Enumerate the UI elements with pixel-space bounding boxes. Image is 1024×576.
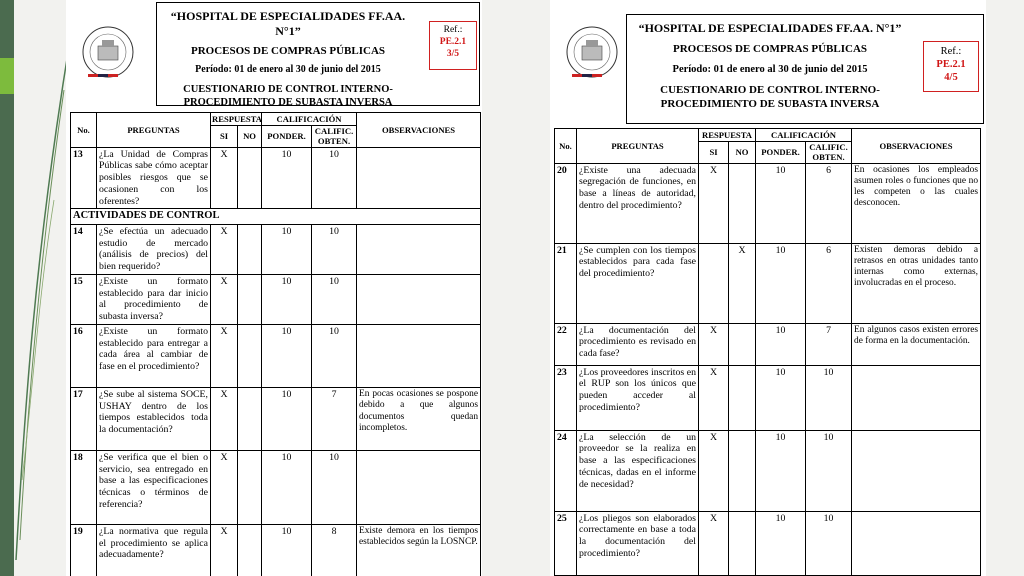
row-number: 22 <box>555 323 577 365</box>
ref-label: Ref.: <box>940 46 962 57</box>
table-row <box>555 163 981 243</box>
row-number: 14 <box>71 224 97 274</box>
table-row <box>555 243 981 323</box>
row-no-answer <box>238 387 262 450</box>
row-question: ¿Se sube al sistema SOCE, USHAY dentro de los tiempos establecidos toda la documentación? <box>97 387 211 450</box>
row-observation: Existe demora en los tiempos establecidos según la LOSNCP. <box>357 524 481 576</box>
row-si: X <box>699 163 729 243</box>
leaf-decoration-icon <box>14 0 74 576</box>
row-si: X <box>699 323 729 365</box>
row-ponder: 10 <box>262 387 312 450</box>
col-si: SI <box>699 142 729 164</box>
row-number: 20 <box>555 163 577 243</box>
row-obten: 10 <box>312 324 357 387</box>
row-obten: 10 <box>312 450 357 524</box>
row-ponder: 10 <box>756 430 806 511</box>
row-observation: En ocasiones los empleados asumen roles o funciones que no les competen o las cuales desconocen. <box>852 163 981 243</box>
row-observation <box>852 511 981 575</box>
row-observation <box>357 324 481 387</box>
table-row <box>555 430 981 511</box>
table-row <box>71 524 481 576</box>
col-no: No. <box>71 113 97 148</box>
row-obten: 8 <box>312 524 357 576</box>
col-calific-obten: CALIFIC. OBTEN. <box>312 126 357 148</box>
col-observaciones: OBSERVACIONES <box>357 113 481 148</box>
row-observation: Existen demoras debido a retrasos en otras unidades tanto internas como externas, involucradas en el proceso. <box>852 243 981 323</box>
row-question: ¿La documentación del procedimiento es revisado en cada fase? <box>577 323 699 365</box>
slide-sidebar-accent <box>0 58 14 94</box>
row-si: X <box>699 365 729 430</box>
row-observation <box>852 430 981 511</box>
row-number: 17 <box>71 387 97 450</box>
row-observation <box>357 450 481 524</box>
row-question: ¿La selección de un proveedor se la realiza en base a las especificaciones técnicas, dadas en el informe de necesidad? <box>577 430 699 511</box>
row-number: 19 <box>71 524 97 576</box>
row-ponder: 10 <box>756 243 806 323</box>
row-si: X <box>211 524 238 576</box>
row-si: X <box>699 430 729 511</box>
document-page-4 <box>550 0 986 576</box>
row-question: ¿La Unidad de Compras Públicas sabe cómo aceptar posibles riesgos que se ocasionen con los oferentes? <box>97 147 211 209</box>
row-observation <box>357 274 481 324</box>
row-number: 25 <box>555 511 577 575</box>
col-ponder: PONDER. <box>756 142 806 164</box>
col-observaciones: OBSERVACIONES <box>852 129 981 164</box>
row-question: ¿La normativa que regula el procedimiento se aplica adecuadamente? <box>97 524 211 576</box>
row-question: ¿Existe un formato establecido para entregar a cada área al cambiar de fase en el procedimiento? <box>97 324 211 387</box>
row-no-answer <box>238 274 262 324</box>
table-row <box>555 511 981 575</box>
row-obten: 10 <box>312 274 357 324</box>
row-no-answer <box>238 524 262 576</box>
row-question: ¿Existe una adecuada segregación de funciones, en base a líneas de autoridad, dentro del procedimiento? <box>577 163 699 243</box>
row-si: X <box>211 450 238 524</box>
row-si <box>699 243 729 323</box>
col-ponder: PONDER. <box>262 126 312 148</box>
questionnaire-title-line2: PROCEDIMIENTO DE SUBASTA INVERSA <box>183 97 393 109</box>
row-obten: 10 <box>312 147 357 209</box>
hospital-name: “HOSPITAL DE ESPECIALIDADES FF.AA. N°1” <box>638 21 902 35</box>
row-ponder: 10 <box>756 323 806 365</box>
row-observation <box>852 365 981 430</box>
row-no-answer <box>729 511 756 575</box>
reference-box <box>429 21 477 70</box>
ref-page: 3/5 <box>446 48 460 59</box>
reference-box <box>923 41 979 92</box>
table-row <box>71 450 481 524</box>
col-calificacion: CALIFICACIÓN <box>262 113 357 126</box>
row-no-answer <box>238 224 262 274</box>
row-obten: 10 <box>806 430 852 511</box>
table-row <box>555 365 981 430</box>
row-si: X <box>699 511 729 575</box>
section-title: ACTIVIDADES DE CONTROL <box>71 209 481 225</box>
row-observation: En algunos casos existen errores de forma en la documentación. <box>852 323 981 365</box>
row-si: X <box>211 324 238 387</box>
row-ponder: 10 <box>262 274 312 324</box>
row-obten: 6 <box>806 163 852 243</box>
row-ponder: 10 <box>262 450 312 524</box>
table-row <box>71 387 481 450</box>
row-no-answer <box>729 430 756 511</box>
table-row <box>555 323 981 365</box>
col-calific-obten: CALIFIC. OBTEN. <box>806 142 852 164</box>
col-calificacion: CALIFICACIÓN <box>756 129 852 142</box>
row-question: ¿Los pliegos son elaborados correctamente en base a toda la documentación del procedimiento? <box>577 511 699 575</box>
row-number: 23 <box>555 365 577 430</box>
period-text: Período: 01 de enero al 30 de junio del 2015 <box>672 63 868 75</box>
questionnaire-title-line1: CUESTIONARIO DE CONTROL INTERNO- <box>660 83 880 96</box>
row-ponder: 10 <box>262 524 312 576</box>
row-number: 21 <box>555 243 577 323</box>
questionnaire-title-line2: PROCEDIMIENTO DE SUBASTA INVERSA <box>660 97 880 110</box>
table-row <box>71 147 481 209</box>
row-obten: 10 <box>806 365 852 430</box>
row-question: ¿Se cumplen con los tiempos establecidos para cada fase del procedimiento? <box>577 243 699 323</box>
row-no-answer <box>238 324 262 387</box>
row-si: X <box>211 387 238 450</box>
questionnaire-table <box>554 128 981 576</box>
row-observation: En pocas ocasiones se pospone debido a que algunos documentos quedan incompletos. <box>357 387 481 450</box>
document-header <box>156 2 480 109</box>
row-obten: 7 <box>806 323 852 365</box>
row-ponder: 10 <box>756 163 806 243</box>
row-observation <box>357 224 481 274</box>
row-question: ¿Los proveedores inscritos en el RUP son los únicos que pueden acceder al procedimiento? <box>577 365 699 430</box>
ref-label: Ref.: <box>443 25 463 35</box>
row-si: X <box>211 224 238 274</box>
row-obten: 7 <box>312 387 357 450</box>
row-observation <box>357 147 481 209</box>
row-ponder: 10 <box>262 224 312 274</box>
row-no-answer: X <box>729 243 756 323</box>
row-no-answer <box>729 323 756 365</box>
row-obten: 10 <box>806 511 852 575</box>
row-ponder: 10 <box>262 147 312 209</box>
col-respuesta: RESPUESTA <box>212 113 262 124</box>
row-number: 18 <box>71 450 97 524</box>
document-page-3 <box>66 0 482 576</box>
row-no-answer <box>238 450 262 524</box>
table-row <box>71 224 481 274</box>
ref-code: PE.2.1 <box>936 59 966 71</box>
row-ponder: 10 <box>262 324 312 387</box>
hospital-name: “HOSPITAL DE ESPECIALIDADES FF.AA. N°1” <box>170 9 406 38</box>
row-number: 24 <box>555 430 577 511</box>
questionnaire-title-line1: CUESTIONARIO DE CONTROL INTERNO- <box>183 84 393 96</box>
row-question: ¿Existe un formato establecido para dar inicio al procedimiento de subasta inversa? <box>97 274 211 324</box>
row-si: X <box>211 274 238 324</box>
row-number: 13 <box>71 147 97 209</box>
process-title: PROCESOS DE COMPRAS PÚBLICAS <box>672 43 868 55</box>
hospital-seal-icon <box>78 24 138 84</box>
table-row <box>71 274 481 324</box>
row-obten: 6 <box>806 243 852 323</box>
section-row <box>71 209 481 225</box>
row-no-answer <box>238 147 262 209</box>
period-text: Período: 01 de enero al 30 de junio del 2015 <box>195 63 381 75</box>
row-ponder: 10 <box>756 511 806 575</box>
table-row <box>71 324 481 387</box>
col-no-answer: NO <box>238 126 262 148</box>
col-preguntas: PREGUNTAS <box>97 113 211 148</box>
ref-page: 4/5 <box>944 72 958 84</box>
col-no: No. <box>555 129 577 164</box>
col-si: SI <box>211 126 238 148</box>
ref-code: PE.2.1 <box>439 36 467 47</box>
col-preguntas: PREGUNTAS <box>577 129 699 164</box>
row-ponder: 10 <box>756 365 806 430</box>
row-obten: 10 <box>312 224 357 274</box>
row-number: 16 <box>71 324 97 387</box>
row-si: X <box>211 147 238 209</box>
row-number: 15 <box>71 274 97 324</box>
process-title: PROCESOS DE COMPRAS PÚBLICAS <box>190 45 386 57</box>
col-no-answer: NO <box>729 142 756 164</box>
hospital-seal-icon <box>562 24 622 84</box>
questionnaire-table <box>70 112 481 576</box>
row-question: ¿Se efectúa un adecuado estudio de mercado (análisis de precios) del bien requerido? <box>97 224 211 274</box>
row-no-answer <box>729 365 756 430</box>
row-no-answer <box>729 163 756 243</box>
col-respuesta: RESPUESTA <box>699 129 756 142</box>
row-question: ¿Se verifica que el bien o servicio, sea entregado en base a las especificaciones técnicas o términos de referencia? <box>97 450 211 524</box>
document-header <box>626 14 984 124</box>
